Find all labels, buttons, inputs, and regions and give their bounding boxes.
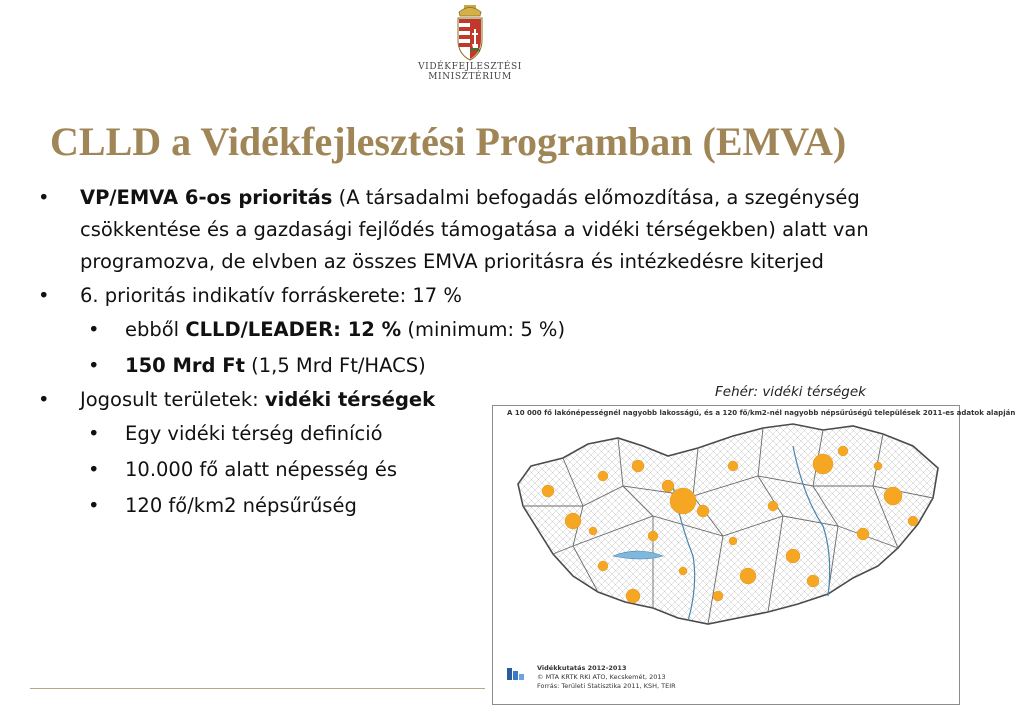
ministry-name-line2: MINISZTÉRIUM (428, 72, 512, 82)
slide-title: CLLD a Vidékfejlesztési Programban (EMVA) (50, 119, 847, 164)
sub-bullet-clld-pre: ebből (125, 318, 186, 341)
coat-of-arms-icon (450, 4, 490, 62)
map-footer-text (537, 664, 676, 691)
map-caption: Fehér: vidéki térségek (715, 384, 866, 400)
map-header: A 10 000 fő lakónépességnél nagyobb lakosságú, és a 120 fő/km2-nél nagyobb népsűrűségű települések 2011-es adatok alapján (507, 409, 1015, 417)
bullet-priority-bold: VP/EMVA 6-os prioritás (80, 186, 333, 209)
map-footer-org: © MTA KRTK RKI ATO, Kecskemét, 2013 (537, 673, 666, 681)
sub-bullet-population-text: 10.000 fő alatt népesség és (125, 458, 398, 481)
bullet-budget-text: 6. prioritás indikatív forráskerete: 17 % (80, 284, 462, 307)
ministry-logo (418, 4, 522, 90)
sub-bullet-density-text: 120 fő/km2 népsűrűség (125, 494, 357, 517)
mta-logo-icon (507, 668, 529, 684)
sub-bullet-clld-bold: CLLD/LEADER: 12 % (185, 318, 402, 341)
bullet-budget (30, 280, 910, 312)
country-outline (518, 424, 938, 624)
sub-bullet-clld (30, 312, 910, 348)
sub-bullet-amount-post: (1,5 Mrd Ft/HACS) (244, 354, 426, 377)
footer-divider (30, 688, 485, 689)
hungary-map (492, 405, 1015, 705)
sub-bullet-amount-bold: 150 Mrd Ft (125, 354, 245, 377)
bullet-priority-text: (A társadalmi befogadás előmozdítása, a szegénység csökkentése és a gazdasági fejlődés támogatása a vidéki térségekben) alatt van programozva, de elvben az összes EMVA prioritásra és intézkedésre kiterjed (80, 186, 869, 273)
sub-bullet-definition-text: Egy vidéki térség definíció (125, 422, 383, 445)
ministry-name-line1: VIDÉKFEJLESZTÉSI (418, 62, 522, 72)
map-footer-source: Forrás: Területi Statisztika 2011, KSH, TEIR (537, 682, 676, 690)
sub-bullet-amount (30, 348, 910, 384)
bullet-priority (30, 182, 900, 278)
bullet-eligible-bold: vidéki térségek (264, 388, 436, 411)
map-footer-title: Vidékkutatás 2012-2013 (537, 664, 627, 672)
bullet-eligible-pre: Jogosult területek: (80, 388, 265, 411)
hungary-map-graphic (493, 406, 961, 706)
sub-bullet-clld-post: (minimum: 5 %) (401, 318, 566, 341)
